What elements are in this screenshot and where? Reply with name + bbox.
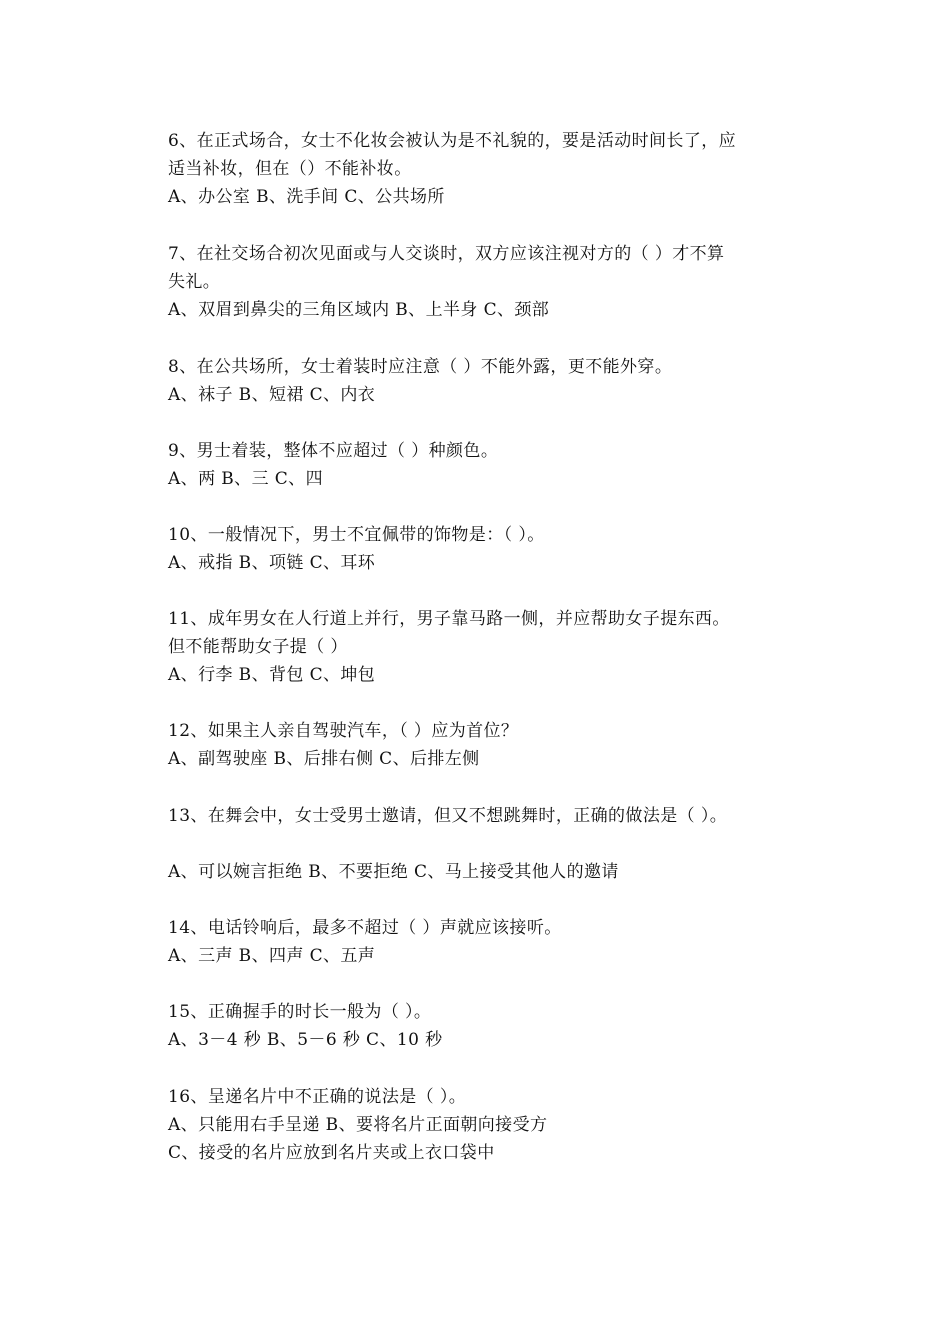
question-13 — [168, 802, 793, 886]
question-6 — [168, 127, 793, 211]
question-14 — [168, 914, 793, 970]
answer-options: A、袜子 B、短裙 C、内衣 — [168, 385, 376, 405]
answer-options: A、行李 B、背包 C、坤包 — [168, 665, 376, 685]
question-16 — [168, 1083, 793, 1167]
answer-options: A、三声 B、四声 C、五声 — [168, 946, 376, 966]
question-text: 16、呈递名片中不正确的说法是（ ）。 — [168, 1087, 467, 1107]
answer-options: A、办公室 B、洗手间 C、公共场所 — [168, 187, 445, 207]
question-11 — [168, 605, 793, 689]
question-12 — [168, 717, 793, 773]
answer-options: A、可以婉言拒绝 B、不要拒绝 C、马上接受其他人的邀请 — [168, 862, 619, 882]
answer-options: A、副驾驶座 B、后排右侧 C、后排左侧 — [168, 749, 480, 769]
answer-options: A、双眉到鼻尖的三角区域内 B、上半身 C、颈部 — [168, 300, 550, 320]
question-text: 适当补妆，但在（）不能补妆。 — [168, 159, 412, 179]
question-text: 15、正确握手的时长一般为（ ）。 — [168, 1002, 432, 1022]
blank-line — [168, 830, 793, 858]
question-9 — [168, 437, 793, 493]
question-text: 但不能帮助女子提（ ） — [168, 637, 348, 657]
question-text: 12、如果主人亲自驾驶汽车，（ ）应为首位？ — [168, 721, 519, 741]
question-text: 8、在公共场所，女士着装时应注意（ ）不能外露，更不能外穿。 — [168, 357, 673, 377]
question-text: 10、一般情况下，男士不宜佩带的饰物是：（ ）。 — [168, 525, 545, 545]
question-text: 11、成年男女在人行道上并行，男子靠马路一侧，并应帮助女子提东西。 — [168, 609, 730, 629]
question-text: 13、在舞会中，女士受男士邀请，但又不想跳舞时，正确的做法是（ ）。 — [168, 806, 728, 826]
question-text: 7、在社交场合初次见面或与人交谈时，双方应该注视对方的（ ）才不算 — [168, 244, 725, 264]
question-text: 6、在正式场合，女士不化妆会被认为是不礼貌的，要是活动时间长了，应 — [168, 131, 737, 151]
question-7 — [168, 240, 793, 324]
question-15 — [168, 998, 793, 1054]
answer-options: A、两 B、三 C、四 — [168, 469, 323, 489]
question-8 — [168, 353, 793, 409]
question-10 — [168, 521, 793, 577]
question-text: 9、男士着装，整体不应超过（ ）种颜色。 — [168, 441, 499, 461]
question-text: 14、电话铃响后，最多不超过（ ）声就应该接听。 — [168, 918, 562, 938]
answer-options: A、3－4 秒 B、5－6 秒 C、10 秒 — [168, 1030, 443, 1050]
answer-options: A、戒指 B、项链 C、耳环 — [168, 553, 376, 573]
answer-options: A、只能用右手呈递 B、要将名片正面朝向接受方 — [168, 1115, 548, 1135]
question-text: 失礼。 — [168, 272, 221, 292]
answer-options: C、接受的名片应放到名片夹或上衣口袋中 — [168, 1143, 495, 1163]
